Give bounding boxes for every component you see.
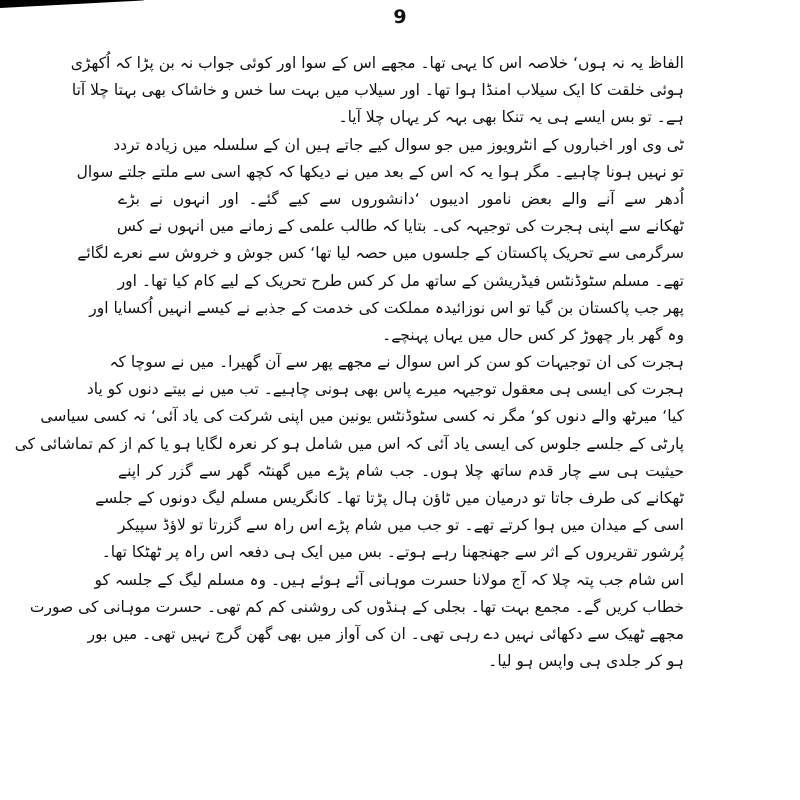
text-line: ہے۔ تو بس ایسے ہی یہ تنکا بھی بہہ کر یہاں چلا آیا۔ bbox=[338, 108, 684, 127]
text-line: خطاب کریں گے۔ مجمع بہت تھا۔ بجلی کے ہنڈوں کی روشنی کم کم تھی۔ حسرت موہانی کی صورت bbox=[29, 597, 684, 616]
text-line: پُرشور تقریروں کے اثر سے جھنجھنا رہے ہوتے۔ بس میں ایک ہی دفعہ اس راہ پر ٹھٹکا تھا۔ bbox=[101, 543, 684, 562]
text-line: حیثیت ہی سے چار قدم ساتھ چلا ہوں۔ جب شام پڑے میں گھنٹہ گھر سے گزر کر اپنے bbox=[118, 461, 684, 480]
text-line: وہ گھر بار چھوڑ کر کس حال میں یہاں پہنچے۔ bbox=[382, 325, 684, 344]
urdu-text-body bbox=[14, 50, 684, 675]
text-line: تو نہیں ہونا چاہیے۔ مگر ہوا یہ کہ اس کے بعد میں نے دیکھا کہ کچھ اسی سے ملتے جلتے سوال bbox=[76, 162, 684, 181]
text-line: ہوئی خلقت کا ایک سیلاب امنڈا ہوا تھا۔ اور سیلاب میں بہت سا خس و خاشاک بھی بہتا چلا آتا bbox=[71, 81, 684, 100]
text-line: اُدھر سے آنے والے بعض نامور ادیبوں ‘دانشوروں سے کیے گئے۔ اور انہوں نے بڑے bbox=[118, 189, 684, 208]
text-line: تھے۔ مسلم سٹوڈنٹس فیڈریشن کے ساتھ مل کر کس طرح تحریک کے لیے کام کیا تھا۔ اور bbox=[117, 271, 684, 290]
text-line: ٹھکانے کی طرف جاتا تو درمیان میں ٹاؤن ہال پڑتا تھا۔ کانگریس مسلم لیگ دونوں کے جلسے bbox=[95, 489, 684, 507]
text-line: ہجرت کی ان توجیہات کو سن کر اس سوال نے مجھے پھر سے آن گھیرا۔ میں نے سوچا کہ bbox=[109, 353, 684, 372]
text-line: مجھے ٹھیک سے دکھائی نہیں دے رہی تھی۔ ان کی آواز میں بھی گھن گرج نہیں تھی۔ میں بور bbox=[87, 624, 684, 643]
text-line: پارٹی کے جلسے جلوس کی ایسی یاد آئی کہ اس میں شامل ہو کر نعرہ لگایا ہو یا کم از کم تماشائی کی bbox=[14, 434, 684, 453]
text-line: الفاظ یہ نہ ہوں‘ خلاصہ اس کا یہی تھا۔ مجھے اس کے سوا اور کوئی جواب نہ بن پڑا کہ اُکھڑی bbox=[70, 54, 684, 72]
text-line: ہو کر جلدی ہی واپس ہو لیا۔ bbox=[488, 652, 684, 671]
text-line: ٹھکانے سے اپنی ہجرت کی توجیہہ کی۔ بتایا کہ طالب علمی کے زمانے میں انہوں نے کس bbox=[116, 217, 684, 236]
text-line: کیا‘ میرٹھ والے دنوں کو‘ مگر نہ کسی سٹوڈنٹس یونین میں اپنی شرکت کی یاد آئی‘ نہ کسی سیاسی bbox=[40, 407, 684, 426]
text-line: اسی کے میدان میں ہوا کرتے تھے۔ تو جب میں شام پڑے اس راہ سے گزرتا تو لاؤڈ سپیکر bbox=[118, 516, 684, 535]
text-line: سرگرمی سے تحریک پاکستان کے جلسوں میں حصہ لیا تھا‘ کس جوش و خروش سے نعرے لگائے bbox=[77, 244, 684, 263]
text-line: ٹی وی اور اخباروں کے انٹرویوز میں جو سوال کیے جاتے ہیں ان کے سلسلہ میں زیادہ تردد bbox=[113, 135, 684, 154]
text-line: ہجرت کی ایسی ہی معقول توجیہہ میرے پاس بھی ہونی چاہیے۔ تب میں نے بیتے دنوں کو یاد bbox=[86, 380, 684, 399]
page-number: 9 bbox=[393, 6, 407, 28]
text-line: اس شام جب پتہ چلا کہ آج مولانا حسرت موہانی آئے ہوئے ہیں۔ وہ مسلم لیگ کے جلسہ کو bbox=[94, 570, 684, 589]
text-line: پھر جب پاکستان بن گیا تو اس نوزائیدہ مملکت کی خدمت کے جذبے نے کیسے انہیں اُکسایا اور bbox=[89, 298, 684, 317]
